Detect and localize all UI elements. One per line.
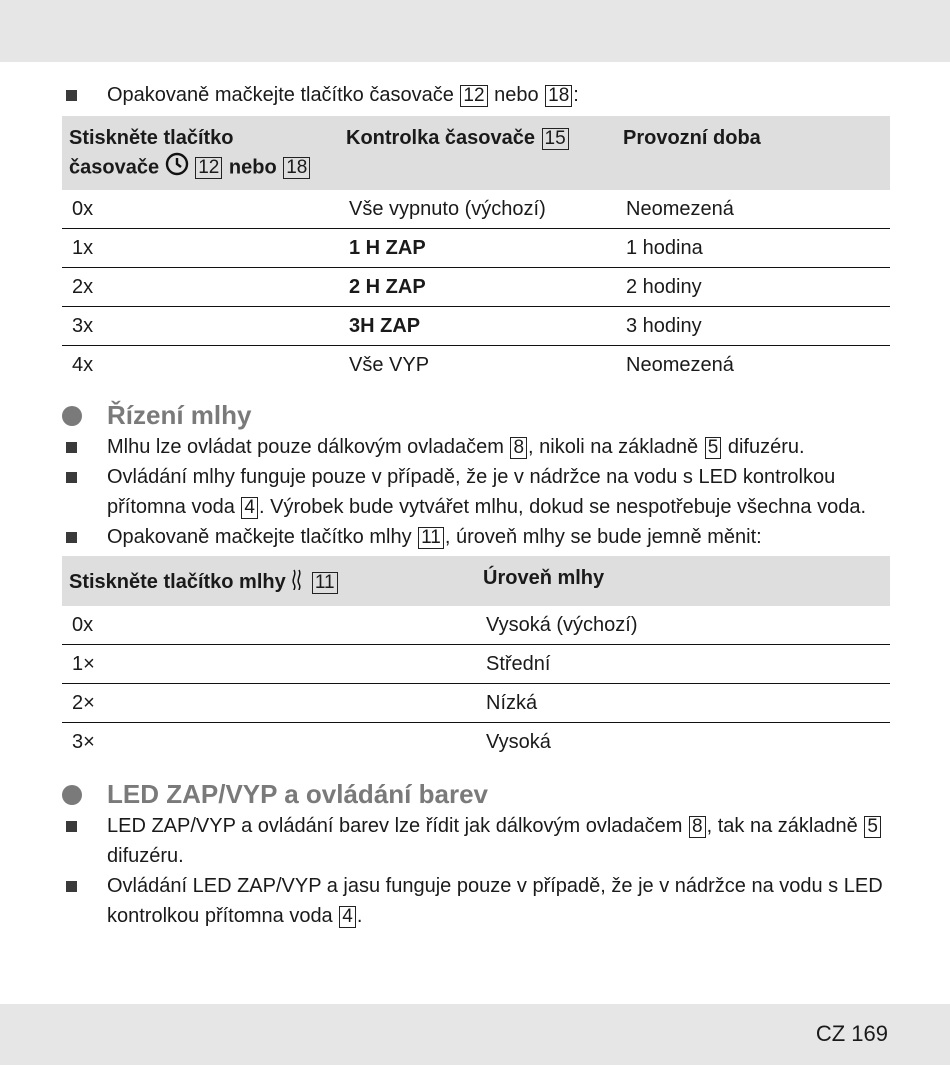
text: difuzéru. [107, 845, 184, 867]
cell-press: 2x [62, 268, 339, 307]
text: . [356, 905, 363, 927]
cell-indicator: 1 H ZAP [339, 229, 616, 268]
ref-number: 5 [864, 816, 881, 838]
ref-number: 12 [460, 85, 487, 107]
page-number: CZ 169 [815, 1021, 888, 1046]
cell-press: 0x [62, 190, 339, 229]
header-text: Stiskněte tlačítko [69, 127, 234, 149]
cell-indicator: 2 H ZAP [339, 268, 616, 307]
bullet-square-icon [66, 821, 77, 832]
header-text: Stiskněte tlačítko mlhy [69, 571, 292, 593]
heading-text: Řízení mlhy [107, 400, 252, 430]
header-text: časovače [69, 156, 165, 179]
cell-level: Nízká [476, 684, 890, 723]
heading-text: LED ZAP/VYP a ovládání barev [107, 779, 488, 809]
ref-number: 18 [545, 85, 572, 107]
ref-number: 5 [705, 437, 722, 459]
cell-press: 0x [62, 606, 476, 645]
table-row [62, 307, 890, 346]
cell-press: 3× [72, 731, 95, 753]
cell-indicator: Vše vypnuto (výchozí) [339, 190, 616, 229]
mist-bullet-1 [62, 432, 890, 462]
heading-dot-icon [62, 785, 82, 805]
table-row [62, 684, 890, 723]
bullet-square-icon [66, 472, 77, 483]
table-row [62, 606, 890, 645]
mist-bullet-2 [62, 462, 890, 522]
header-text: Kontrolka časovače [346, 127, 541, 149]
cell-press: 1× [62, 645, 476, 684]
ref-number: 12 [195, 157, 222, 179]
table-row [62, 190, 890, 229]
column-header-press [62, 116, 339, 190]
cell-indicator: 3H ZAP [339, 307, 616, 346]
ref-number: 11 [418, 527, 444, 549]
ref-number: 4 [339, 906, 356, 928]
table-header-row [62, 116, 890, 190]
text: , úroveň mlhy se bude jemně měnit: [444, 526, 762, 548]
clock-icon [165, 152, 189, 184]
text: Mlhu lze ovládat pouze dálkovým ovladačem [107, 436, 510, 458]
footer-bar [0, 1004, 950, 1065]
cell-press: 4x [72, 354, 94, 376]
column-header-time: Provozní doba [616, 116, 890, 190]
ref-number: 11 [312, 572, 338, 594]
ref-number: 4 [241, 497, 258, 519]
cell-press: 1x [62, 229, 339, 268]
text: Ovládání mlhy funguje pouze v případě, že je v nádržce na vodu s LED kontrolkou přítomna voda [107, 466, 836, 518]
timer-table [62, 116, 890, 384]
header-bar [0, 0, 950, 62]
bullet-square-icon [66, 532, 77, 543]
column-header-level: Úroveň mlhy [476, 556, 890, 606]
led-bullet-1 [62, 811, 890, 871]
text: . Výrobek bude vytvářet mlhu, dokud se nespotřebuje všechna voda. [259, 496, 867, 518]
ref-number: 15 [542, 128, 569, 150]
table-row [62, 229, 890, 268]
ref-number: 8 [510, 437, 527, 459]
text: nebo [488, 84, 545, 106]
table-row [62, 723, 890, 762]
text: difuzéru. [722, 436, 805, 458]
text: Opakovaně mačkejte tlačítko časovače [107, 84, 460, 106]
text: , nikoli na základně [528, 436, 704, 458]
column-header-press [62, 556, 476, 606]
column-header-indicator [339, 116, 616, 190]
mist-table [62, 556, 890, 761]
cell-level: Střední [476, 645, 890, 684]
table-header-row [62, 556, 890, 606]
text: : [573, 84, 579, 106]
ref-number: 8 [689, 816, 706, 838]
text: LED ZAP/VYP a ovládání barev lze řídit jak dálkovým ovladačem [107, 815, 689, 837]
cell-indicator: Vše VYP [349, 354, 430, 376]
cell-level: Vysoká [486, 731, 551, 753]
cell-press: 2× [62, 684, 476, 723]
cell-press: 3x [62, 307, 339, 346]
timer-intro [62, 80, 890, 110]
cell-time: 2 hodiny [616, 268, 890, 307]
cell-time: 1 hodina [616, 229, 890, 268]
bullet-square-icon [66, 442, 77, 453]
mist-bullet-3 [62, 522, 890, 552]
section-heading-led [62, 777, 890, 811]
bullet-square-icon [66, 90, 77, 101]
cell-level: Vysoká (výchozí) [476, 606, 890, 645]
header-text: nebo [223, 156, 283, 179]
text: Ovládání LED ZAP/VYP a jasu funguje pouze v případě, že je v nádržce na vodu s LED kontrolkou přítomna voda [107, 875, 883, 927]
cell-time: Neomezená [616, 190, 890, 229]
led-bullet-2 [62, 871, 890, 931]
section-heading-mist [62, 398, 890, 432]
table-row [62, 645, 890, 684]
ref-number: 18 [283, 157, 310, 179]
text: Opakovaně mačkejte tlačítko mlhy [107, 526, 418, 548]
cell-time: 3 hodiny [616, 307, 890, 346]
bullet-square-icon [66, 881, 77, 892]
heading-dot-icon [62, 406, 82, 426]
cell-time: Neomezená [626, 354, 734, 376]
table-row [62, 268, 890, 307]
page-content [62, 80, 890, 931]
mist-icon [291, 568, 305, 600]
table-row [62, 346, 890, 385]
text: , tak na základně [706, 815, 864, 837]
